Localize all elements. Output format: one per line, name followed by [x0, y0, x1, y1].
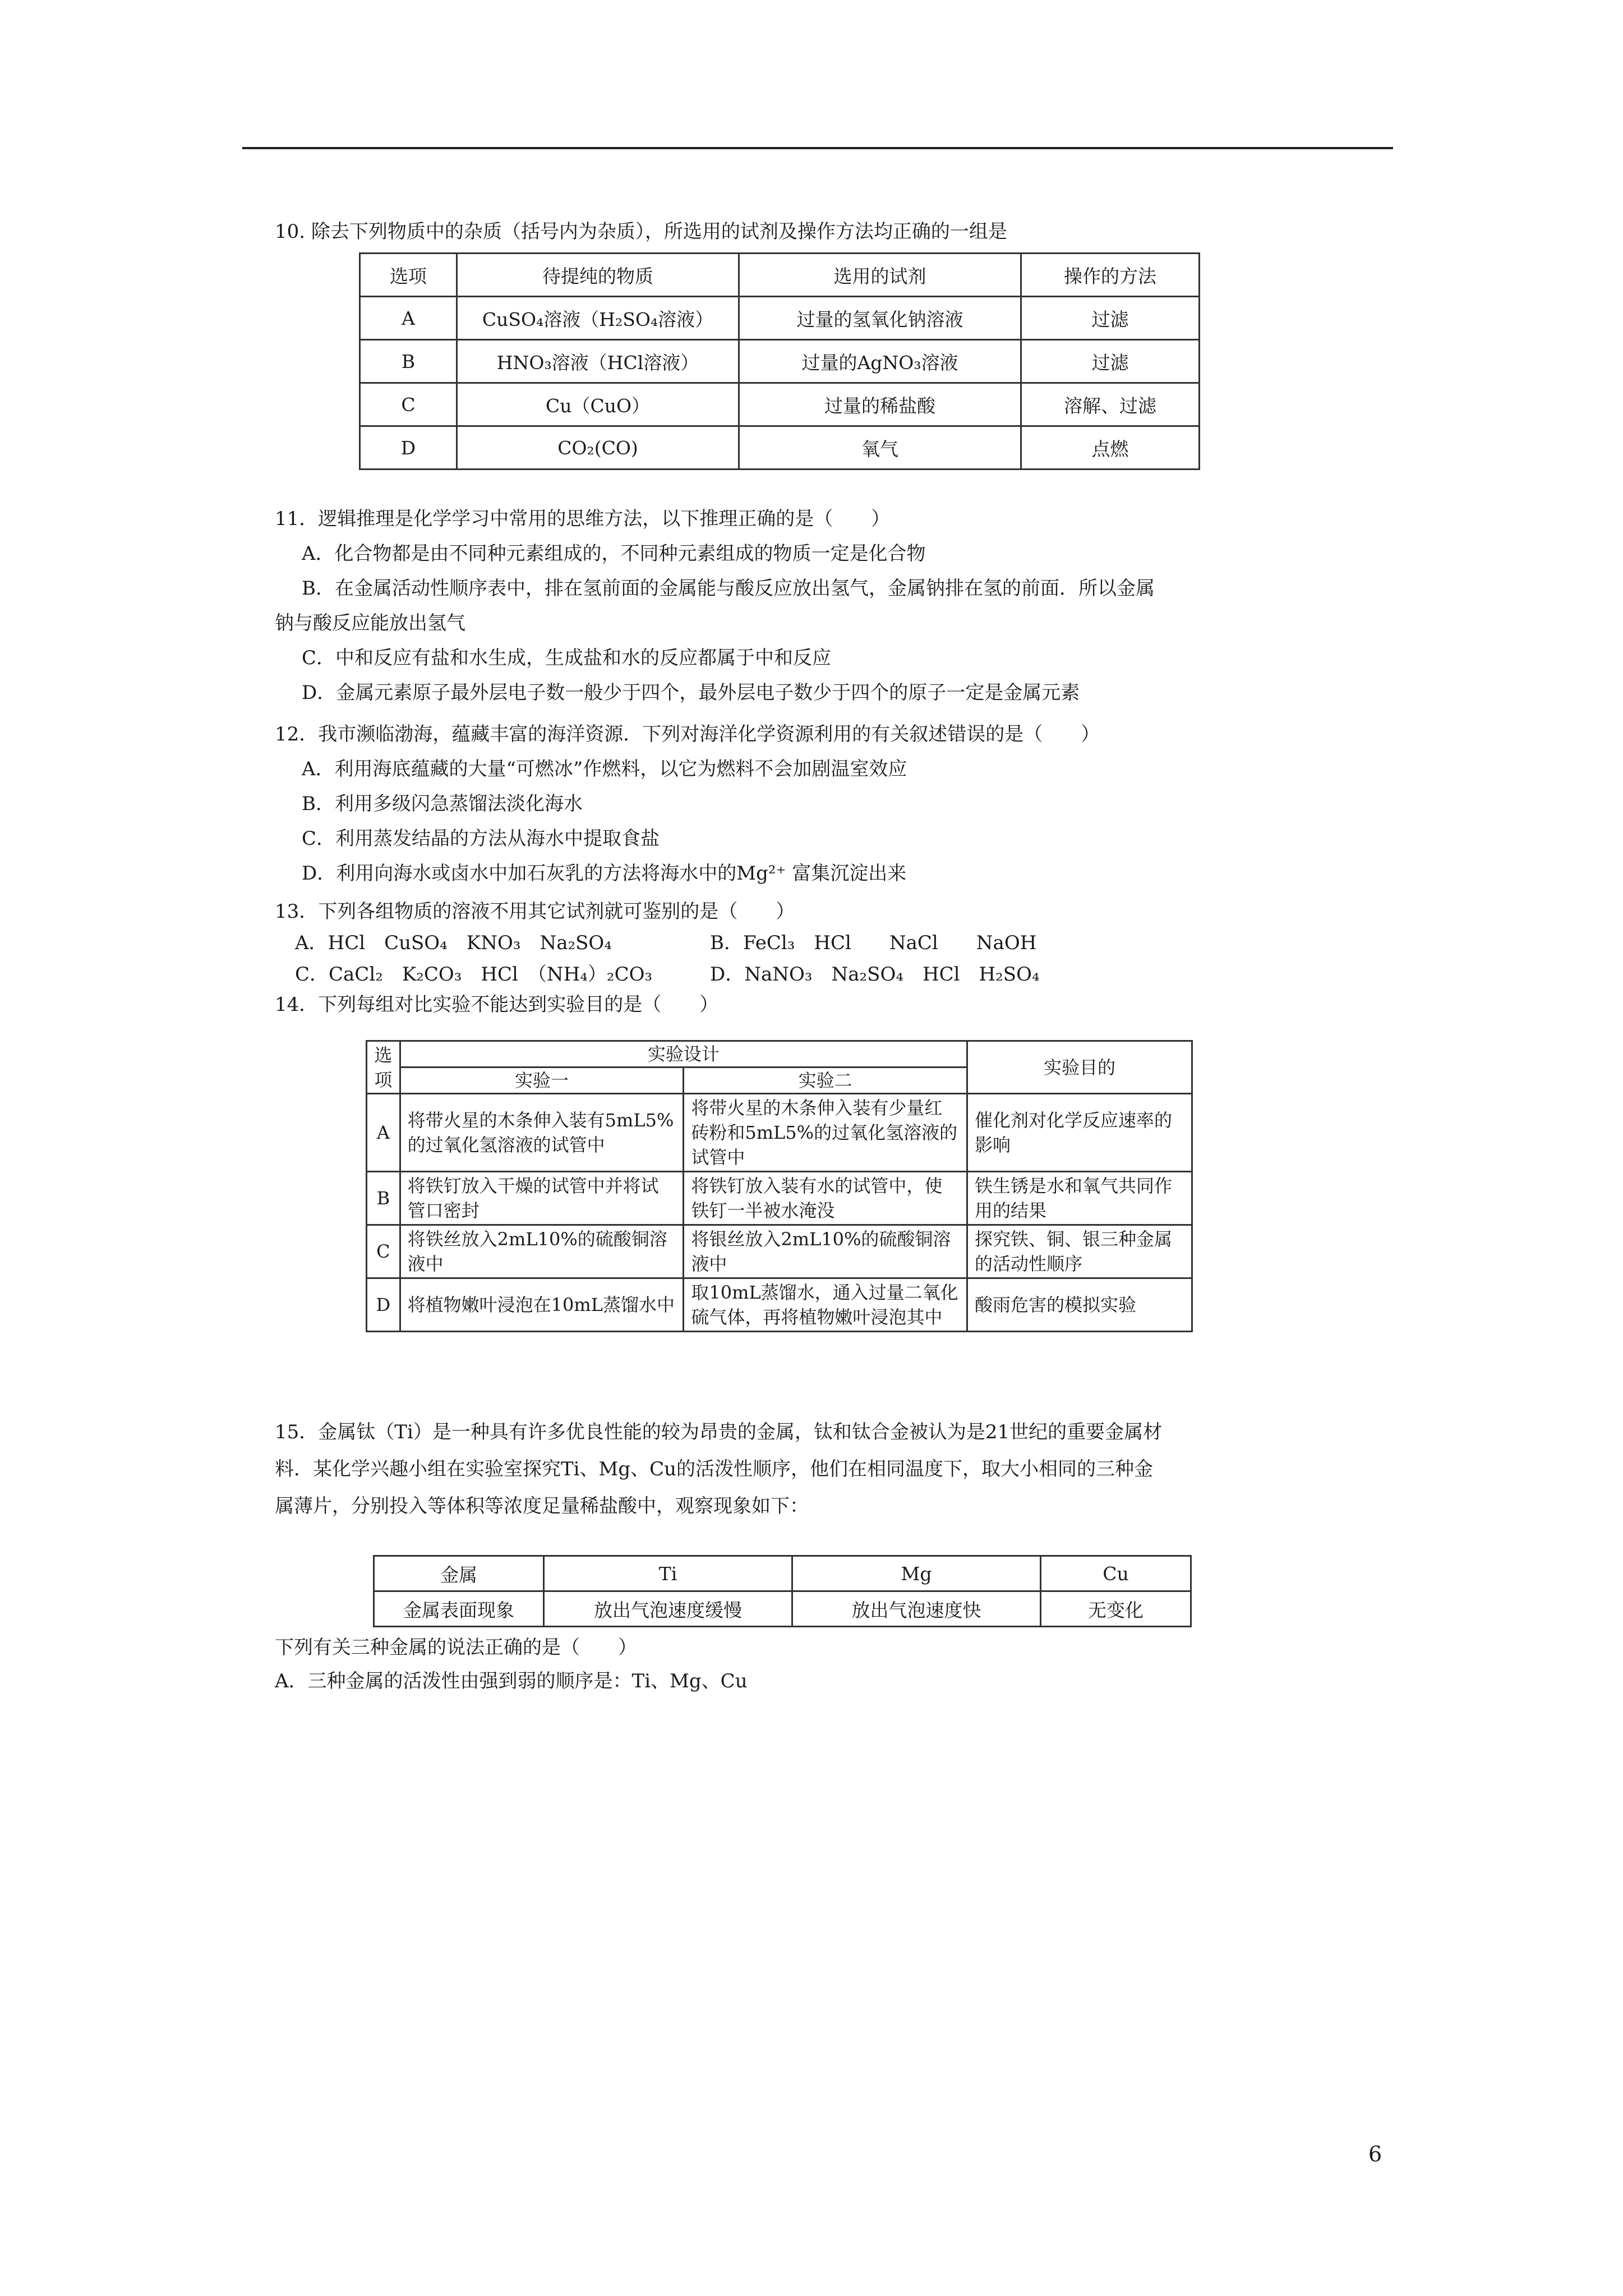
question-15-ask: 下列有关三种金属的说法正确的是（ ） — [275, 1636, 637, 1659]
table-header-cell: 待提纯的物质 — [457, 254, 739, 297]
table-cell: 放出气泡速度缓慢 — [544, 1591, 792, 1627]
table-cell: 过滤 — [1021, 340, 1200, 383]
table-row — [360, 297, 1200, 340]
table-cell: A — [360, 297, 457, 340]
table-cell: CO₂(CO) — [457, 426, 739, 470]
table-cell: 点燃 — [1021, 426, 1200, 470]
table-cell: 无变化 — [1041, 1591, 1191, 1627]
table-cell: 铁生锈是水和氧气共同作用的结果 — [967, 1172, 1192, 1225]
question-15-paragraph-line: 属薄片，分别投入等体积等浓度足量稀盐酸中，观察现象如下： — [275, 1495, 809, 1517]
table-header-cell: 选项 — [367, 1041, 400, 1094]
table-cell: 酸雨危害的模拟实验 — [967, 1278, 1192, 1332]
table-row — [367, 1094, 1192, 1172]
table-row — [360, 426, 1200, 470]
option-a: A．化合物都是由不同种元素组成的，不同种元素组成的物质一定是化合物 — [302, 542, 926, 565]
table-cell: 将铁钉放入干燥的试管中并将试管口密封 — [400, 1172, 684, 1225]
table-row — [367, 1225, 1192, 1278]
table-cell: 取10mL蒸馏水，通入过量二氧化硫气体，再将植物嫩叶浸泡其中 — [684, 1278, 967, 1332]
table-cell: C — [360, 383, 457, 426]
table-cell: B — [360, 340, 457, 383]
table-header-cell: 实验目的 — [967, 1041, 1192, 1094]
table-cell: D — [367, 1278, 400, 1332]
table-row — [374, 1591, 1191, 1627]
table-cell: 过量的稀盐酸 — [739, 383, 1021, 426]
question-10-stem: 10. 除去下列物质中的杂质（括号内为杂质），所选用的试剂及操作方法均正确的一组是 — [275, 220, 1007, 243]
table-cell: 将带火星的木条伸入装有少量红砖粉和5mL5%的过氧化氢溶液的试管中 — [684, 1094, 967, 1172]
table-header-row — [367, 1041, 1192, 1068]
table-cell: 探究铁、铜、银三种金属的活动性顺序 — [967, 1225, 1192, 1278]
table-header-cell: 操作的方法 — [1021, 254, 1200, 297]
table-header-cell: 实验一 — [400, 1068, 684, 1094]
table-cell: 将植物嫩叶浸泡在10mL蒸馏水中 — [400, 1278, 684, 1332]
table-cell: 过滤 — [1021, 297, 1200, 340]
option-c: C．利用蒸发结晶的方法从海水中提取食盐 — [302, 827, 660, 850]
table-header-row — [360, 254, 1200, 297]
table-cell: 过量的AgNO₃溶液 — [739, 340, 1021, 383]
option-d: D．NaNO₃ Na₂SO₄ HCl H₂SO₄ — [710, 963, 1040, 986]
option-c: C．中和反应有盐和水生成，生成盐和水的反应都属于中和反应 — [302, 647, 832, 669]
table-cell: 金属表面现象 — [374, 1591, 544, 1627]
table-header-cell: Ti — [544, 1556, 792, 1591]
table-cell: 放出气泡速度快 — [792, 1591, 1041, 1627]
option-d: D．金属元素原子最外层电子数一般少于四个，最外层电子数少于四个的原子一定是金属元素 — [302, 682, 1080, 704]
page-number: 6 — [1368, 2142, 1382, 2166]
question-10 — [275, 218, 1380, 246]
question-14-stem: 14．下列每组对比实验不能达到实验目的是（ ） — [275, 993, 719, 1016]
option-c: C．CaCl₂ K₂CO₃ HCl （NH₄）₂CO₃ — [295, 963, 653, 986]
question-15-table — [373, 1555, 1192, 1627]
question-12-stem: 12．我市濒临渤海，蕴藏丰富的海洋资源．下列对海洋化学资源利用的有关叙述错误的是（ ） — [275, 723, 1100, 746]
question-15-paragraph-line: 料．某化学兴趣小组在实验室探究Ti、Mg、Cu的活泼性顺序，他们在相同温度下，取大小相同的三种金 — [275, 1458, 1154, 1480]
option-b-continued: 钠与酸反应能放出氢气 — [275, 612, 465, 634]
question-15 — [275, 1418, 1380, 1520]
table-cell: B — [367, 1172, 400, 1225]
table-row — [367, 1278, 1192, 1332]
table-header-row — [374, 1556, 1191, 1591]
option-row-1 — [275, 929, 1380, 957]
table-cell: 溶解、过滤 — [1021, 383, 1200, 426]
table-cell: Cu（CuO） — [457, 383, 739, 426]
table-cell: CuSO₄溶液（H₂SO₄溶液） — [457, 297, 739, 340]
question-12 — [275, 720, 1380, 887]
option-b: B．利用多级闪急蒸馏法淡化海水 — [302, 793, 583, 815]
option-row-2 — [275, 960, 1380, 988]
table-cell: 过量的氢氧化钠溶液 — [739, 297, 1021, 340]
option-b: B．FeCl₃ HCl NaCl NaOH — [710, 932, 1037, 954]
table-header-cell: 选项 — [360, 254, 457, 297]
question-10-table — [359, 252, 1200, 470]
table-row — [360, 383, 1200, 426]
option-a: A．利用海底蕴藏的大量“可燃冰”作燃料，以它为燃料不会加剧温室效应 — [302, 758, 907, 780]
question-15-options — [275, 1634, 1380, 1695]
table-cell: 将铁钉放入装有水的试管中，使铁钉一半被水淹没 — [684, 1172, 967, 1225]
question-13 — [275, 898, 1380, 1019]
table-header-cell: 实验二 — [684, 1068, 967, 1094]
table-cell: 将带火星的木条伸入装有5mL5%的过氧化氢溶液的试管中 — [400, 1094, 684, 1172]
table-cell: C — [367, 1225, 400, 1278]
table-header-cell: Mg — [792, 1556, 1041, 1591]
table-header-cell: 选用的试剂 — [739, 254, 1021, 297]
option-a: A．HCl CuSO₄ KNO₃ Na₂SO₄ — [295, 932, 612, 954]
option-d: D．利用向海水或卤水中加石灰乳的方法将海水中的Mg²⁺ 富集沉淀出来 — [302, 862, 907, 885]
table-cell: D — [360, 426, 457, 470]
table-cell: 将银丝放入2mL10%的硫酸铜溶液中 — [684, 1225, 967, 1278]
question-15-paragraph-line: 15．金属钛（Ti）是一种具有许多优良性能的较为昂贵的金属，钛和钛合金被认为是21世纪的重要金属材 — [275, 1421, 1163, 1443]
table-cell: A — [367, 1094, 400, 1172]
question-11-stem: 11．逻辑推理是化学学习中常用的思维方法，以下推理正确的是（ ） — [275, 508, 891, 530]
question-11 — [275, 505, 1380, 707]
option-b: B．在金属活动性顺序表中，排在氢前面的金属能与酸反应放出氢气，金属钠排在氢的前面．所以金属 — [302, 577, 1155, 600]
question-14-table — [366, 1040, 1193, 1332]
table-cell: 将铁丝放入2mL10%的硫酸铜溶液中 — [400, 1225, 684, 1278]
question-13-stem: 13．下列各组物质的溶液不用其它试剂就可鉴别的是（ ） — [275, 900, 795, 923]
table-header-cell: 金属 — [374, 1556, 544, 1591]
table-row — [360, 340, 1200, 383]
table-cell: HNO₃溶液（HCl溶液） — [457, 340, 739, 383]
table-row — [367, 1172, 1192, 1225]
table-header-cell: Cu — [1041, 1556, 1191, 1591]
table-cell: 催化剂对化学反应速率的影响 — [967, 1094, 1192, 1172]
option-a: A．三种金属的活泼性由强到弱的顺序是：Ti、Mg、Cu — [275, 1670, 748, 1692]
table-cell: 氧气 — [739, 426, 1021, 470]
header-rule — [242, 147, 1393, 149]
table-header-cell: 实验设计 — [400, 1041, 967, 1068]
